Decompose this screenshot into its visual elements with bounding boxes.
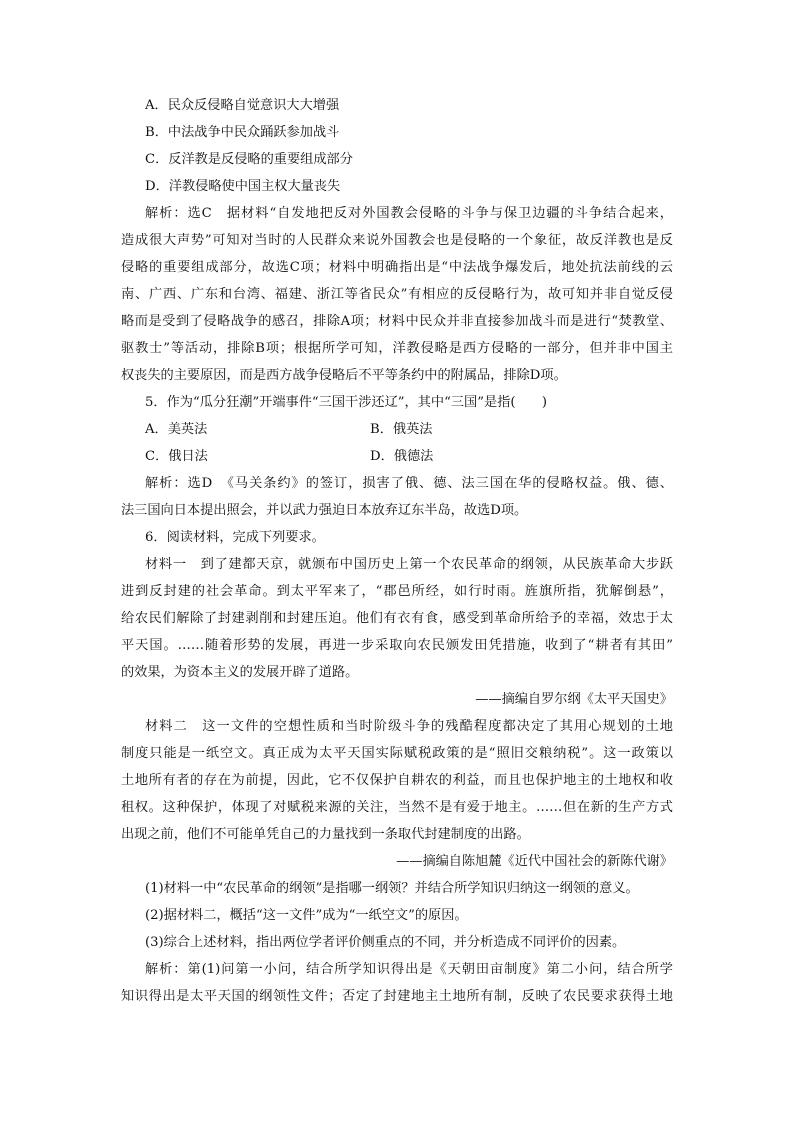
q5-stem: 5．作为“瓜分狂潮”开端事件“三国干涉还辽”，其中“三国”是指( ): [145, 395, 548, 410]
material1-line: 材料一 到了建都天京，就颁布中国历史上第一个农民革命的纲领，从民族革命大步跃: [145, 557, 673, 572]
q5-option-a: A．美英法: [145, 422, 208, 437]
material2-line: 土地所有者的存在为前提，因此，它不仅保护自耕农的利益，而且也保护地主的土地权和收: [121, 773, 673, 788]
q4-analysis-line: 权丧失的主要原因，而是西方战争侵略后不平等条约中的附属品，排除D项。: [121, 368, 567, 383]
q6-stem: 6．阅读材料，完成下列要求。: [145, 530, 325, 545]
q4-option-b: B．中法战争中民众踊跃参加战斗: [145, 125, 340, 140]
q5-option-c: C．俄日法: [145, 449, 208, 464]
q4-analysis-line: 造成很大声势”可知对当时的人民群众来说外国教会也是侵略的一个象征，故反洋教也是反: [121, 233, 673, 248]
material2-line: 制度只能是一纸空文。真正成为太平天国实际赋税政策的是“照旧交粮纳税”。这一政策以: [121, 746, 673, 761]
q5-option-b: B．俄英法: [370, 422, 433, 437]
q5-analysis-line: 法三国向日本提出照会，并以武力强迫日本放弃辽东半岛，故选D项。: [121, 503, 528, 518]
q4-option-c: C．反洋教是反侵略的重要组成部分: [145, 152, 353, 167]
q6-analysis-line: 解析：第(1)问第一小问，结合所学知识得出是《天朝田亩制度》第二小问，结合所学: [145, 962, 673, 977]
q4-analysis-line: 侵略的重要组成部分，故选C项；材料中明确指出是“中法战争爆发后，地处抗法前线的云: [121, 260, 673, 275]
material2-line: 租权。这种保护，体现了对赋税来源的关注，当然不是有爱于地主。……但在新的生产方式: [121, 800, 673, 815]
q5-analysis-line: 解析：选D 《马关条约》的签订，损害了俄、德、法三国在华的侵略权益。俄、德、: [145, 476, 673, 491]
material1-line: 的效果，为资本主义的发展开辟了道路。: [121, 665, 359, 680]
q4-analysis-line: 解析：选C 据材料“自发地把反对外国教会侵略的斗争与保卫边疆的斗争结合起来，: [145, 206, 673, 221]
q5-options-row: [0, 420, 794, 442]
material2-line: 材料二 这一文件的空想性质和当时阶级斗争的残酷程度都决定了其用心规划的土地: [145, 719, 673, 734]
q4-option-a: A．民众反侵略自觉意识大大增强: [145, 98, 340, 113]
material1-source: ——摘编自罗尔纲《太平天国史》: [475, 692, 673, 707]
q5-option-d: D．俄德法: [370, 449, 434, 464]
q4-analysis-line: 南、广西、广东和台湾、福建、浙江等省民众”有相应的反侵略行为，故可知并非自觉反侵: [121, 287, 673, 302]
material2-line: 出现之前，他们不可能单凭自己的力量找到一条取代封建制度的出路。: [121, 827, 530, 842]
material2-source: ——摘编自陈旭麓《近代中国社会的新陈代谢》: [396, 854, 673, 869]
q6-question-1: (1)材料一中“农民革命的纲领”是指哪一纲领？并结合所学知识归纳这一纲领的意义。: [145, 881, 639, 896]
q5-options-row: [0, 447, 794, 469]
material1-line: 平天国。……随着形势的发展，再进一步采取向农民颁发田凭措施，收到了“耕者有其田”: [121, 638, 673, 653]
material1-line: 给农民们解除了封建剥削和封建压迫。他们有衣有食，感受到革命所给予的幸福，效忠于太: [121, 611, 673, 626]
q4-option-d: D．洋教侵略使中国主权大量丧失: [145, 179, 341, 194]
q6-question-3: (3)综合上述材料，指出两位学者评价侧重点的不同，并分析造成不同评价的因素。: [145, 935, 626, 950]
q6-question-2: (2)据材料二，概括“这一文件”成为“一纸空文”的原因。: [145, 908, 468, 923]
q4-analysis-line: 略而是受到了侵略战争的感召，排除A项；材料中民众并非直接参加战斗而是进行“焚教堂、: [121, 314, 673, 329]
material1-line: 进到反封建的社会革命。到太平军来了，“郡邑所经，如行时雨。旌旗所指，犹解倒悬”，: [121, 584, 673, 599]
q4-analysis-line: 驱教士”等活动，排除B项；根据所学可知，洋教侵略是西方侵略的一部分，但并非中国主: [121, 341, 673, 356]
q6-analysis-line: 知识得出是太平天国的纲领性文件；否定了封建地主土地所有制，反映了农民要求获得土地: [121, 989, 673, 1004]
